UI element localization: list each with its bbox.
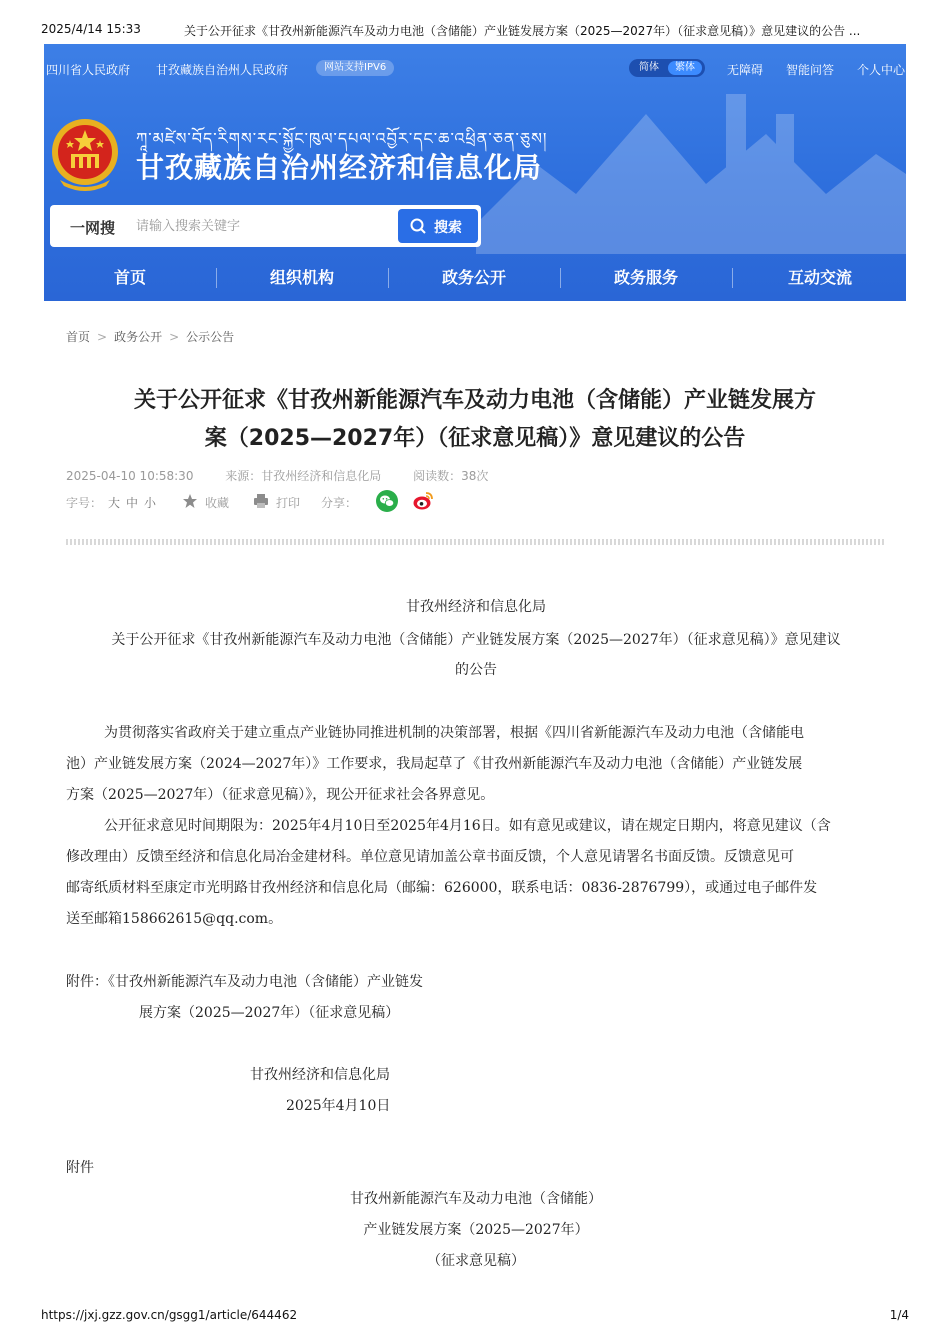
national-emblem-icon bbox=[50, 116, 120, 194]
body-org-heading: 甘孜州经济和信息化局 bbox=[406, 599, 546, 615]
attachment-line-1[interactable]: 附件：《甘孜州新能源汽车及动力电池（含储能）产业链发 bbox=[66, 974, 423, 990]
appendix-title-line-2: 产业链发展方案（2025—2027年） bbox=[363, 1222, 589, 1238]
printer-icon[interactable] bbox=[253, 493, 269, 509]
signature-date: 2025年4月10日 bbox=[286, 1098, 391, 1114]
paragraph-2-line-1: 公开征求意见时间期限为：2025年4月10日至2025年4月16日。如有意见或建议，请在规定日期内，将意见建议（含 bbox=[104, 818, 831, 834]
paragraph-2-line-2: 修改理由）反馈至经济和信息化局冶金建材科。单位意见请加盖公章书面反馈，个人意见请署名书面反馈。反馈意见可 bbox=[66, 849, 794, 865]
search-input[interactable] bbox=[136, 215, 396, 237]
top-utility-bar bbox=[44, 56, 906, 80]
print-header bbox=[0, 0, 950, 44]
breadcrumb bbox=[66, 328, 234, 345]
attachment-line-2[interactable]: 展方案（2025—2027年）（征求意见稿） bbox=[139, 1005, 400, 1021]
chevron-right-icon: > bbox=[97, 330, 108, 344]
share-label: 分享： bbox=[321, 496, 358, 510]
paragraph-2-line-4: 送至邮箱158662615@qq.com。 bbox=[66, 911, 283, 927]
paragraph-1-line-1: 为贯彻落实省政府关于建立重点产业链协同推进机制的决策部署，根据《四川省新能源汽车及动力电池（含储能电 bbox=[104, 725, 804, 741]
print-url: https://jxj.gzz.gov.cn/gsgg1/article/644462 bbox=[41, 1308, 298, 1322]
publish-date: 2025-04-10 10:58:30 bbox=[66, 469, 194, 483]
personal-center-link[interactable]: 个人中心 bbox=[857, 63, 906, 77]
breadcrumb-government-affairs[interactable]: 政务公开 bbox=[114, 330, 163, 344]
paragraph-1-line-2: 池）产业链发展方案（2024—2027年）》工作要求，我局起草了《甘孜州新能源汽车及动力电池（含储能）产业链发展 bbox=[66, 756, 803, 772]
font-size-small[interactable]: 小 bbox=[144, 496, 157, 510]
paragraph-2-line-3: 邮寄纸质材料至康定市光明路甘孜州经济和信息化局（邮编：626000，联系电话：0836-2876799），或通过电子邮件发 bbox=[66, 880, 818, 896]
article-source: 来源：甘孜州经济和信息化局 bbox=[225, 469, 382, 483]
appendix-title-line-1: 甘孜州新能源汽车及动力电池（含储能） bbox=[350, 1191, 602, 1207]
accessibility-link[interactable]: 无障碍 bbox=[727, 63, 764, 77]
search-button-label: 搜索 bbox=[434, 219, 462, 235]
chevron-right-icon: > bbox=[169, 330, 180, 344]
language-toggle[interactable] bbox=[629, 59, 705, 77]
main-nav bbox=[44, 254, 906, 301]
agency-name-tibetan: ཀཱ་མཛེས་བོད་རིགས་རང་སྐྱོང་ཁུལ་དཔལ་འབྱོར་དང་ཆ་འཕྲིན་ཅན་ཅུས། bbox=[136, 129, 548, 148]
lang-simplified[interactable]: 简体 bbox=[639, 62, 659, 73]
appendix-label: 附件 bbox=[66, 1160, 94, 1176]
article-title bbox=[80, 382, 870, 458]
nav-government-services[interactable]: 政务服务 bbox=[613, 268, 678, 287]
favorite-button[interactable]: 收藏 bbox=[205, 496, 230, 510]
link-sichuan-government[interactable]: 四川省人民政府 bbox=[46, 63, 131, 77]
star-icon[interactable] bbox=[182, 493, 198, 509]
breadcrumb-home[interactable]: 首页 bbox=[66, 330, 91, 344]
print-page-number: 1/4 bbox=[889, 1308, 909, 1322]
appendix-title-line-3: （征求意见稿） bbox=[427, 1253, 525, 1269]
nav-divider bbox=[732, 268, 733, 288]
nav-interaction[interactable]: 互动交流 bbox=[787, 268, 852, 287]
article-title-line-2: 案（2025—2027年）（征求意见稿）》意见建议的公告 bbox=[204, 426, 746, 451]
body-heading-line-1: 关于公开征求《甘孜州新能源汽车及动力电池（含储能）产业链发展方案（2025—2027年）（征求意见稿）》意见建议 bbox=[111, 632, 841, 648]
agency-name: 甘孜藏族自治州经济和信息化局 bbox=[136, 151, 543, 184]
print-datetime: 2025/4/14 15:33 bbox=[41, 22, 141, 36]
weibo-icon[interactable] bbox=[412, 490, 434, 512]
ipv6-badge: 网站支持IPV6 bbox=[316, 60, 394, 76]
font-size-large[interactable]: 大 bbox=[108, 496, 121, 510]
font-size-label: 字号： bbox=[66, 496, 103, 510]
print-button[interactable]: 打印 bbox=[276, 496, 301, 510]
nav-organization[interactable]: 组织机构 bbox=[269, 268, 334, 287]
search-icon bbox=[410, 218, 426, 234]
view-count: 阅读数：38次 bbox=[413, 469, 489, 483]
smart-qa-link[interactable]: 智能问答 bbox=[786, 63, 835, 77]
article-meta bbox=[66, 467, 516, 484]
signature-org: 甘孜州经济和信息化局 bbox=[250, 1067, 390, 1083]
article-title-line-1: 关于公开征求《甘孜州新能源汽车及动力电池（含储能）产业链发展方 bbox=[133, 388, 816, 413]
site-search bbox=[50, 205, 481, 247]
nav-home[interactable]: 首页 bbox=[113, 268, 146, 287]
site-banner bbox=[44, 44, 906, 301]
search-button[interactable] bbox=[398, 209, 478, 243]
print-page-title: 关于公开征求《甘孜州新能源汽车及动力电池（含储能）产业链发展方案（2025—2027年）（征求意见稿）》意见建议的公告 ... bbox=[184, 24, 861, 38]
paragraph-1-line-3: 方案（2025—2027年）（征求意见稿）》，现公开征求社会各界意见。 bbox=[66, 787, 495, 803]
nav-government-affairs[interactable]: 政务公开 bbox=[441, 268, 506, 287]
search-label: 一网搜 bbox=[70, 219, 116, 237]
body-heading-line-2: 的公告 bbox=[455, 662, 497, 678]
lang-traditional[interactable]: 繁体 bbox=[668, 61, 702, 75]
font-size-control bbox=[66, 494, 156, 511]
link-ganzi-government[interactable]: 甘孜藏族自治州人民政府 bbox=[156, 63, 289, 77]
font-size-medium[interactable]: 中 bbox=[126, 496, 139, 510]
wechat-icon[interactable] bbox=[376, 490, 398, 512]
breadcrumb-announcements[interactable]: 公示公告 bbox=[186, 330, 235, 344]
section-divider bbox=[66, 539, 886, 545]
